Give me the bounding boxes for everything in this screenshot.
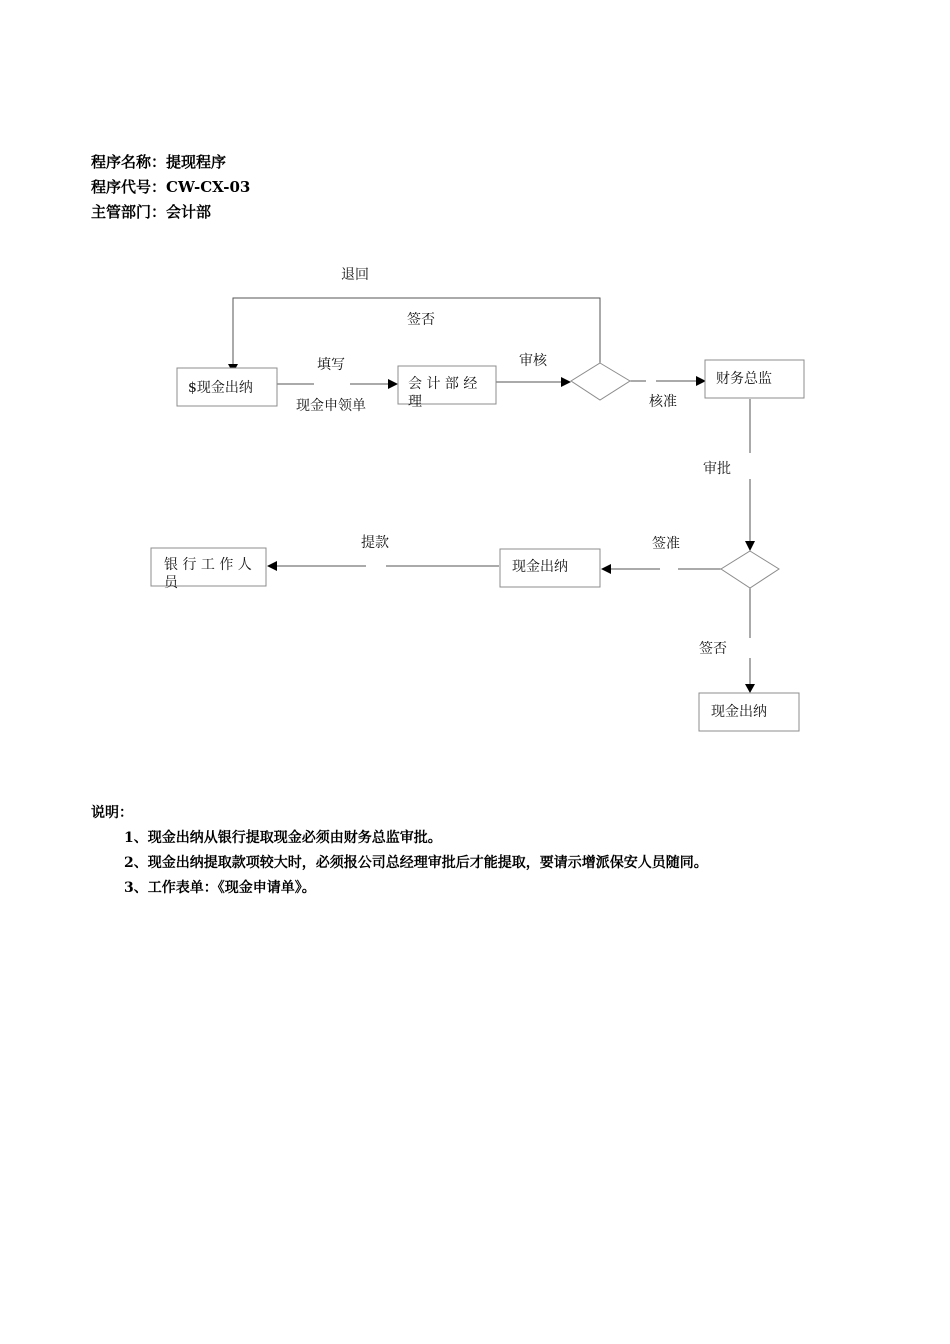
node-finance-director-text: 财务总监 [716,371,772,387]
arrow-into-bank-staff [267,561,277,571]
label-approve: 审批 [703,461,731,477]
node-accounting-manager-text-1: 会 计 部 经 [408,376,478,392]
arrow-into-diamond-2 [745,541,755,551]
node-bank-staff-text-1: 银 行 工 作 人 [164,557,252,573]
node-cashier-mid-text: 现金出纳 [512,559,568,575]
note-item-2: 2、现金出纳提取款项较大时，必须报公司总经理审批后才能提取，要请示增派保安人员随同。 [124,855,708,871]
label-fill: 填写 [317,357,345,373]
label-withdraw: 提款 [361,535,389,551]
label-sign-ok: 签准 [652,536,680,552]
arrow-into-diamond-1 [561,377,571,387]
notes-title: 说明： [91,805,133,821]
label-return: 退回 [341,267,369,283]
responsible-department: 主管部门：会计部 [91,203,212,221]
label-approve-check: 核准 [649,394,677,410]
program-name: 程序名称：提现程序 [91,153,227,171]
label-reject-1: 签否 [407,312,435,328]
notes-section [91,801,708,901]
program-code: 程序代号：CW-CX-03 [91,178,251,196]
decision-diamond-2 [721,551,779,588]
decision-diamond-1 [571,363,630,400]
note-item-3: 3、工作表单：《现金申请单》。 [124,880,316,896]
arrow-into-cashier-mid [601,564,611,574]
arrow-into-cashier-end [745,684,755,693]
node-accounting-manager-text-2: 理 [408,394,422,410]
label-reject-2: 签否 [699,641,727,657]
note-item-1: 1、现金出纳从银行提取现金必须由财务总监审批。 [124,830,442,846]
node-cashier-end-text: 现金出纳 [711,704,767,720]
arrow-into-manager [388,379,398,389]
node-cashier-start-text: $现金出纳 [188,380,253,396]
node-bank-staff-text-2: 员 [164,575,178,591]
label-review: 审核 [519,353,547,369]
label-form: 现金申领单 [296,398,366,414]
